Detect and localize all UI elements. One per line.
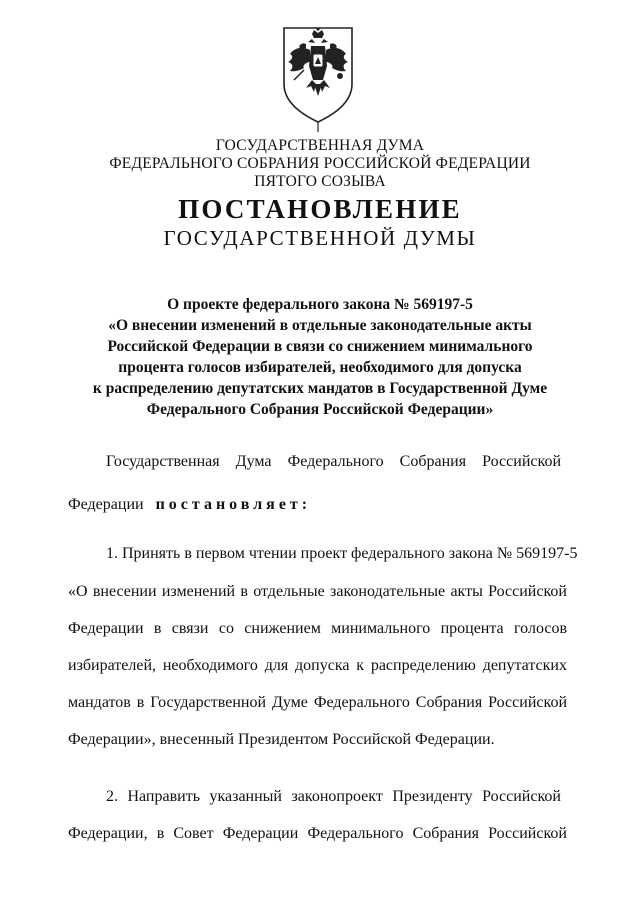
preamble-prefix: Федерации: [68, 496, 144, 513]
item-1-line: Федерации в связи со снижением минимального процента голосов: [68, 620, 567, 637]
bill-title-line: Федерального Собрания Российской Федерации»: [146, 401, 494, 418]
bill-title-line: Российской Федерации в связи со снижением минимального: [107, 338, 533, 355]
item-1-line: «О внесении изменений в отдельные законодательные акты Российской: [68, 583, 567, 600]
bill-title-line: О проекте федерального закона № 569197-5: [167, 296, 473, 313]
resolves-word: постановляет:: [155, 496, 312, 513]
bill-title-line: «О внесении изменений в отдельные законодательные акты: [108, 317, 532, 334]
bill-title-line: к распределению депутатских мандатов в Государственной Думе: [92, 380, 548, 397]
document-subtitle: ГОСУДАРСТВЕННОЙ ДУМЫ: [163, 226, 477, 250]
preamble-resolves: [68, 495, 311, 515]
state-emblem-icon: [278, 22, 358, 134]
item-1-line: Федерации», внесенный Президентом Российской Федерации.: [68, 731, 495, 748]
item-1-line: избирателей, необходимого для допуска к распределению депутатских: [68, 657, 567, 674]
header-line-convocation: ПЯТОГО СОЗЫВА: [254, 173, 386, 190]
item-2-line: 2. Направить указанный законопроект Президенту Российской: [106, 788, 561, 805]
item-2-line: Федерации, в Совет Федерации Федерального Собрания Российской: [68, 825, 567, 842]
item-1-line: 1. Принять в первом чтении проект федерального закона № 569197-5: [106, 545, 578, 562]
document-title: ПОСТАНОВЛЕНИЕ: [178, 194, 462, 224]
bill-title-line: процента голосов избирателей, необходимого для допуска: [118, 359, 522, 376]
header-line-federal-assembly: ФЕДЕРАЛЬНОГО СОБРАНИЯ РОССИЙСКОЙ ФЕДЕРАЦИИ: [109, 155, 531, 172]
header-line-duma: ГОСУДАРСТВЕННАЯ ДУМА: [215, 137, 425, 154]
preamble-line: Государственная Дума Федерального Собрания Российской: [106, 453, 561, 470]
item-1-line: мандатов в Государственной Думе Федерального Собрания Российской: [68, 694, 567, 711]
